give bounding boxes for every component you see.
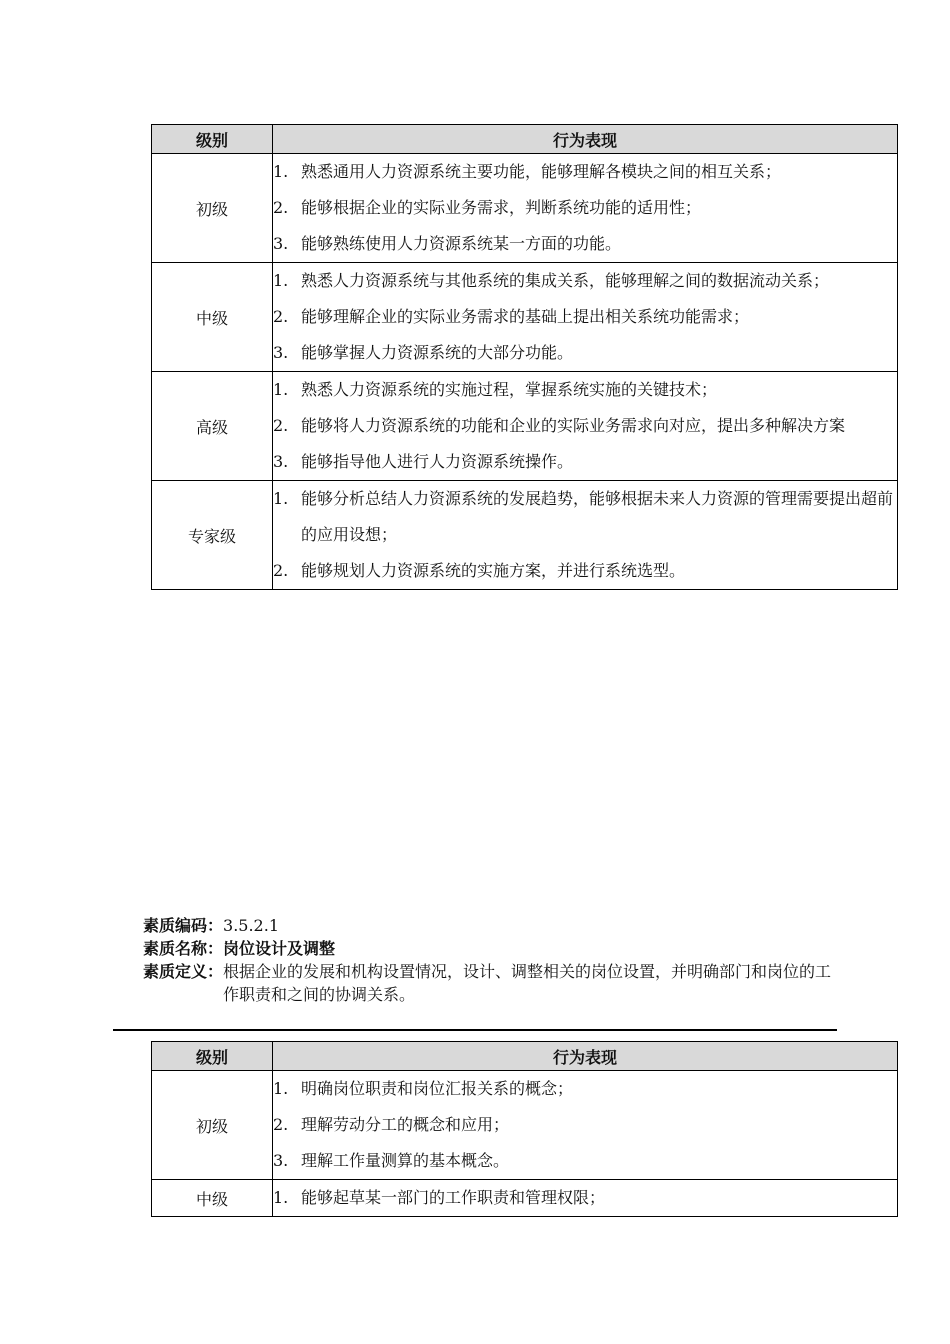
item-number: 1. xyxy=(273,380,289,399)
item-text: 能够指导他人进行人力资源系统操作。 xyxy=(301,452,574,471)
list-item xyxy=(273,444,897,480)
table-row xyxy=(152,154,898,263)
item-text: 能够规划人力资源系统的实施方案，并进行系统选型。 xyxy=(301,561,686,580)
behavior-list xyxy=(273,481,897,589)
behavior-list xyxy=(273,372,897,480)
behavior-cell xyxy=(273,263,898,372)
item-number: 1. xyxy=(273,271,289,290)
behavior-cell xyxy=(273,1180,898,1217)
table-body xyxy=(152,1071,898,1217)
list-item xyxy=(273,335,897,371)
behavior-list xyxy=(273,154,897,262)
item-number: 3. xyxy=(273,343,289,362)
level-cell: 初级 xyxy=(152,1071,273,1180)
quality-name-value: 岗位设计及调整 xyxy=(223,939,336,958)
item-number: 2. xyxy=(273,307,289,326)
list-item xyxy=(273,553,897,589)
item-number: 1. xyxy=(273,1079,289,1098)
item-number: 1. xyxy=(273,1188,289,1207)
level-cell: 中级 xyxy=(152,263,273,372)
quality-code-row xyxy=(143,914,843,937)
level-cell: 初级 xyxy=(152,154,273,263)
item-number: 2. xyxy=(273,198,289,217)
item-number: 2. xyxy=(273,416,289,435)
item-number: 2. xyxy=(273,561,289,580)
list-item xyxy=(273,408,897,444)
header-behavior: 行为表现 xyxy=(273,125,898,154)
list-item xyxy=(273,481,897,553)
behavior-cell xyxy=(273,372,898,481)
header-level: 级别 xyxy=(152,125,273,154)
item-text: 能够根据企业的实际业务需求，判断系统功能的适用性； xyxy=(301,198,702,217)
level-cell: 中级 xyxy=(152,1180,273,1217)
list-item xyxy=(273,190,897,226)
quality-name-row xyxy=(143,937,843,960)
quality-info xyxy=(143,914,843,1006)
list-item xyxy=(273,1180,897,1216)
item-text: 熟悉人力资源系统与其他系统的集成关系，能够理解之间的数据流动关系； xyxy=(301,271,830,290)
section-divider xyxy=(113,1029,837,1031)
list-item xyxy=(273,372,897,408)
item-text: 能够分析总结人力资源系统的发展趋势，能够根据未来人力资源的管理需要提出超前的应用设想； xyxy=(301,489,894,544)
competency-table-1 xyxy=(151,124,898,590)
header-behavior: 行为表现 xyxy=(273,1042,898,1071)
item-number: 1. xyxy=(273,489,289,508)
item-number: 2. xyxy=(273,1115,289,1134)
table-row xyxy=(152,372,898,481)
item-text: 能够起草某一部门的工作职责和管理权限； xyxy=(301,1188,606,1207)
behavior-list xyxy=(273,263,897,371)
quality-code-label: 素质编码： xyxy=(143,916,224,935)
item-text: 能够将人力资源系统的功能和企业的实际业务需求向对应，提出多种解决方案 xyxy=(301,416,846,435)
behavior-cell xyxy=(273,1071,898,1180)
behavior-list xyxy=(273,1180,897,1216)
competency-table-2 xyxy=(151,1041,898,1217)
table-row xyxy=(152,1180,898,1217)
item-text: 理解工作量测算的基本概念。 xyxy=(301,1151,510,1170)
list-item xyxy=(273,1071,897,1107)
behavior-cell xyxy=(273,481,898,590)
table-row xyxy=(152,263,898,372)
list-item xyxy=(273,226,897,262)
quality-code-value: 3.5.2.1 xyxy=(223,916,279,935)
item-text: 明确岗位职责和岗位汇报关系的概念； xyxy=(301,1079,574,1098)
list-item xyxy=(273,154,897,190)
item-number: 3. xyxy=(273,1151,289,1170)
quality-def-value: 根据企业的发展和机构设置情况，设计、调整相关的岗位设置，并明确部门和岗位的工作职责和之间的协调关系。 xyxy=(223,962,832,1004)
list-item xyxy=(273,299,897,335)
item-text: 理解劳动分工的概念和应用； xyxy=(301,1115,510,1134)
item-text: 能够熟练使用人力资源系统某一方面的功能。 xyxy=(301,234,622,253)
behavior-cell xyxy=(273,154,898,263)
table-row xyxy=(152,1071,898,1180)
item-text: 熟悉通用人力资源系统主要功能，能够理解各模块之间的相互关系； xyxy=(301,162,782,181)
item-number: 1. xyxy=(273,162,289,181)
item-text: 能够理解企业的实际业务需求的基础上提出相关系统功能需求； xyxy=(301,307,750,326)
table-header-row xyxy=(152,125,898,154)
header-level: 级别 xyxy=(152,1042,273,1071)
item-number: 3. xyxy=(273,234,289,253)
list-item xyxy=(273,263,897,299)
item-text: 熟悉人力资源系统的实施过程，掌握系统实施的关键技术； xyxy=(301,380,718,399)
list-item xyxy=(273,1143,897,1179)
quality-def-label: 素质定义： xyxy=(143,962,224,981)
table-body xyxy=(152,154,898,590)
quality-def-row xyxy=(143,960,843,1006)
item-text: 能够掌握人力资源系统的大部分功能。 xyxy=(301,343,574,362)
table-header-row xyxy=(152,1042,898,1071)
item-number: 3. xyxy=(273,452,289,471)
list-item xyxy=(273,1107,897,1143)
table-row xyxy=(152,481,898,590)
behavior-list xyxy=(273,1071,897,1179)
quality-name-label: 素质名称： xyxy=(143,939,224,958)
level-cell: 高级 xyxy=(152,372,273,481)
level-cell: 专家级 xyxy=(152,481,273,590)
